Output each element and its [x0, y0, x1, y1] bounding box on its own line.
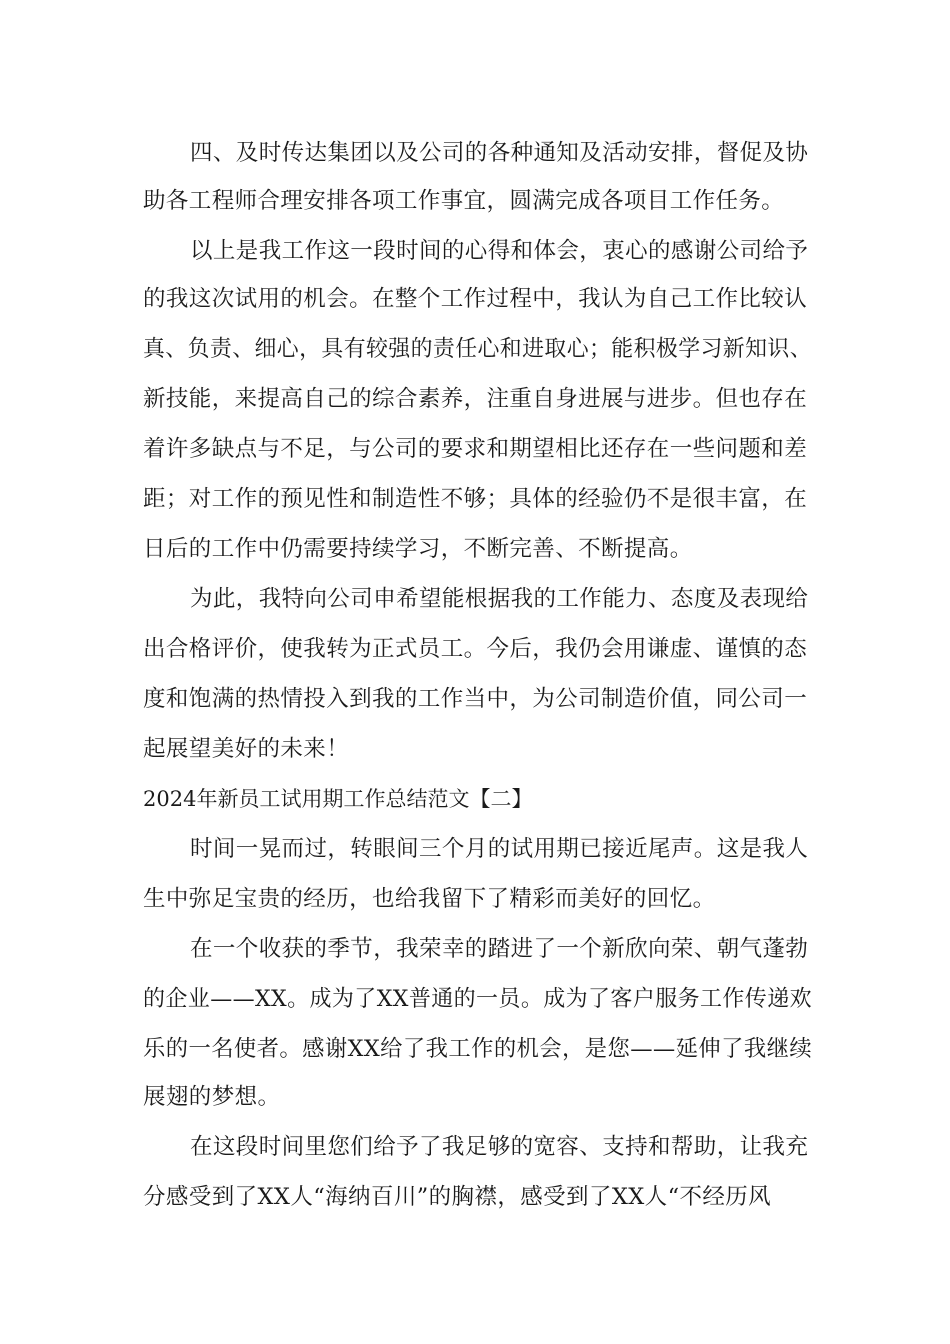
text-line: 分感受到了XX人“海纳百川”的胸襟，感受到了XX人“不经历风 — [143, 1184, 772, 1210]
text-line: 助各工程师合理安排各项工作事宜，圆满完成各项目工作任务。 — [143, 188, 785, 214]
text-line: 真、负责、细心，具有较强的责任心和进取心；能积极学习新知识、 — [143, 336, 813, 362]
text-line: 出合格评价，使我转为正式员工。今后，我仍会用谦虚、谨慎的态 — [143, 636, 808, 662]
text-line: 起展望美好的未来！ — [143, 736, 350, 762]
text-line: 距；对工作的预见性和制造性不够；具体的经验仍不是很丰富，在 — [143, 486, 808, 512]
text-line: 四、及时传达集团以及公司的各种通知及活动安排，督促及协 — [190, 140, 809, 166]
text-line: 在一个收获的季节，我荣幸的踏进了一个新欣向荣、朝气蓬勃 — [190, 936, 809, 962]
text-line: 新技能，来提高自己的综合素养，注重自身进展与进步。但也存在 — [143, 386, 808, 412]
text-line: 的企业——XX。成为了XX普通的一员。成为了客户服务工作传递欢 — [143, 986, 813, 1012]
text-line: 的我这次试用的机会。在整个工作过程中，我认为自己工作比较认 — [143, 286, 808, 312]
section-heading: 2024年新员工试用期工作总结范文【二】 — [143, 787, 533, 811]
text-line: 时间一晃而过，转眼间三个月的试用期已接近尾声。这是我人 — [190, 836, 809, 862]
text-line: 在这段时间里您们给予了我足够的宽容、支持和帮助，让我充 — [190, 1134, 809, 1160]
text-line: 乐的一名使者。感谢XX给了我工作的机会，是您——延伸了我继续 — [143, 1036, 813, 1062]
text-line: 日后的工作中仍需要持续学习，不断完善、不断提高。 — [143, 536, 693, 562]
text-line: 生中弥足宝贵的经历，也给我留下了精彩而美好的回忆。 — [143, 886, 716, 912]
text-line: 展翅的梦想。 — [143, 1084, 281, 1110]
text-line: 以上是我工作这一段时间的心得和体会，衷心的感谢公司给予 — [190, 238, 809, 264]
text-line: 度和饱满的热情投入到我的工作当中，为公司制造价值，同公司一 — [143, 686, 808, 712]
text-line: 着许多缺点与不足，与公司的要求和期望相比还存在一些问题和差 — [143, 436, 808, 462]
text-line: 为此，我特向公司申希望能根据我的工作能力、态度及表现给 — [190, 586, 809, 612]
